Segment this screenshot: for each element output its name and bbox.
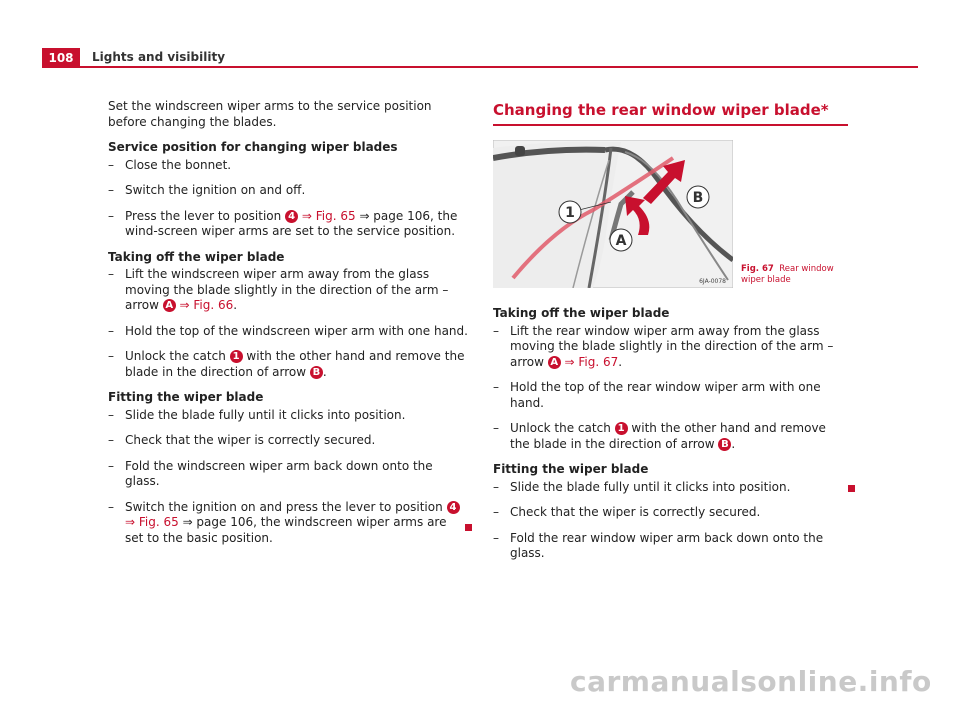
bullet-dash: – xyxy=(108,458,114,473)
bullet-dash: – xyxy=(493,421,499,435)
step-text: ⇒ page 106, the windscreen wiper arms are set to the basic position. xyxy=(125,515,447,545)
step-text: . xyxy=(322,364,327,379)
list-item xyxy=(493,380,848,411)
step-text: Check that the wiper is correctly secured. xyxy=(125,433,376,447)
figure-reference-link[interactable]: ⇒ Fig. 67 xyxy=(560,354,619,369)
list-item xyxy=(108,408,468,424)
bullet-dash: – xyxy=(108,407,114,422)
figure-caption xyxy=(741,264,841,286)
step-text: Switch the ignition on and off. xyxy=(125,183,306,197)
reference-badge: B xyxy=(310,366,323,379)
label-A: A xyxy=(615,233,627,249)
step-text: Unlock the catch xyxy=(510,421,615,435)
bullet-dash: – xyxy=(493,323,499,338)
list-item xyxy=(108,349,468,380)
section-end-marker-right xyxy=(848,485,855,492)
step-text: with the other hand and remove the blade in the direction of arrow xyxy=(125,349,465,379)
list-item xyxy=(108,324,468,340)
step-text: Unlock the catch xyxy=(125,349,230,363)
list-item xyxy=(108,183,468,199)
taking-off-heading: Taking off the wiper blade xyxy=(108,249,285,264)
fitting-heading: Fitting the wiper blade xyxy=(108,390,264,404)
taking-off-steps-list xyxy=(108,267,468,380)
rear-fitting-heading: Fitting the wiper blade xyxy=(493,462,649,476)
step-text: ⇒ page 106, the wind-screen wiper arms are set to the service position. xyxy=(125,208,458,238)
figure-67 xyxy=(493,140,848,290)
section-title-rule xyxy=(493,124,848,126)
right-column xyxy=(493,100,848,572)
step-text: . xyxy=(731,436,736,451)
bullet-dash: – xyxy=(493,380,499,394)
service-steps-list xyxy=(108,158,468,240)
label-B: B xyxy=(692,190,704,206)
page-header-title: Lights and visibility xyxy=(92,50,226,64)
page-number: 108 xyxy=(42,48,80,68)
reference-badge: 1 xyxy=(615,422,628,435)
rear-fitting-steps-list xyxy=(493,480,848,562)
list-item xyxy=(108,158,468,174)
figure-reference-link[interactable]: ⇒ Fig. 66 xyxy=(175,298,234,312)
step-text: Slide the blade fully until it clicks into position. xyxy=(125,407,406,422)
bullet-dash: – xyxy=(108,183,114,197)
list-item xyxy=(108,459,468,490)
step-text: with the other hand and remove the blade in the direction of arrow xyxy=(510,421,826,451)
step-text: Hold the top of the windscreen wiper arm with one hand. xyxy=(125,323,468,338)
section-end-marker xyxy=(465,524,472,531)
list-item xyxy=(108,433,468,449)
bullet-dash: – xyxy=(108,349,114,363)
list-item xyxy=(493,324,848,371)
step-text: Slide the blade fully until it clicks into position. xyxy=(510,479,791,494)
label-1: 1 xyxy=(565,205,575,221)
step-text: . xyxy=(618,354,623,369)
bullet-dash: – xyxy=(493,505,499,519)
step-text: Close the bonnet. xyxy=(125,157,232,172)
intro-paragraph: Set the windscreen wiper arms to the service position before changing the blades. xyxy=(108,99,432,129)
step-text: Switch the ignition on and press the lever to position xyxy=(125,499,447,514)
caption-fig-number: Fig. 67 xyxy=(741,264,774,274)
left-column xyxy=(108,99,468,556)
reference-badge: A xyxy=(163,299,176,312)
list-item xyxy=(493,505,848,521)
list-item xyxy=(493,480,848,496)
bullet-dash: – xyxy=(108,499,114,514)
reference-badge: A xyxy=(548,356,561,369)
step-text: Lift the windscreen wiper arm away from the glass moving the blade slightly in the direction of the arm – arrow xyxy=(125,267,449,312)
fitting-steps-list xyxy=(108,408,468,547)
bullet-dash: – xyxy=(108,267,114,281)
step-text: Lift the rear window wiper arm away from the glass moving the blade slightly in the direction of the arm – arrow xyxy=(510,323,834,369)
bullet-dash: – xyxy=(493,530,499,545)
bullet-dash: – xyxy=(108,157,114,172)
step-text: Fold the rear window wiper arm back down onto the glass. xyxy=(510,530,824,560)
rear-taking-off-heading: Taking off the wiper blade xyxy=(493,306,670,320)
reference-badge: 4 xyxy=(285,210,298,223)
step-text: Press the lever to position xyxy=(125,208,286,223)
watermark: carmanualsonline.info xyxy=(570,665,932,698)
service-position-heading: Service position for changing wiper blades xyxy=(108,140,398,154)
reference-badge: B xyxy=(718,438,731,451)
reference-badge: 1 xyxy=(230,350,243,363)
bullet-dash: – xyxy=(108,208,114,223)
step-text: . xyxy=(233,298,238,312)
bullet-dash: – xyxy=(493,479,499,494)
figure-reference-link[interactable]: ⇒ Fig. 65 xyxy=(298,208,356,223)
bullet-dash: – xyxy=(108,323,114,338)
header-rule xyxy=(80,66,918,68)
list-item xyxy=(108,500,468,547)
figure-reference-link[interactable]: ⇒ Fig. 65 xyxy=(125,515,179,529)
list-item xyxy=(493,531,848,562)
step-text: Check that the wiper is correctly secured. xyxy=(510,505,761,519)
bullet-dash: – xyxy=(108,433,114,447)
caption-text: Rear window wiper blade xyxy=(741,264,834,285)
reference-badge: 4 xyxy=(447,501,460,514)
list-item xyxy=(108,267,468,314)
list-item xyxy=(493,421,848,452)
rear-wiper-illustration xyxy=(493,140,733,288)
list-item xyxy=(108,209,468,240)
step-text: Hold the top of the rear window wiper arm with one hand. xyxy=(510,380,821,410)
rear-taking-off-steps-list xyxy=(493,324,848,453)
step-text: Fold the windscreen wiper arm back down onto the glass. xyxy=(125,458,433,488)
section-title: Changing the rear window wiper blade* xyxy=(493,101,829,119)
figure-code: 6JA-0078 xyxy=(699,278,726,285)
